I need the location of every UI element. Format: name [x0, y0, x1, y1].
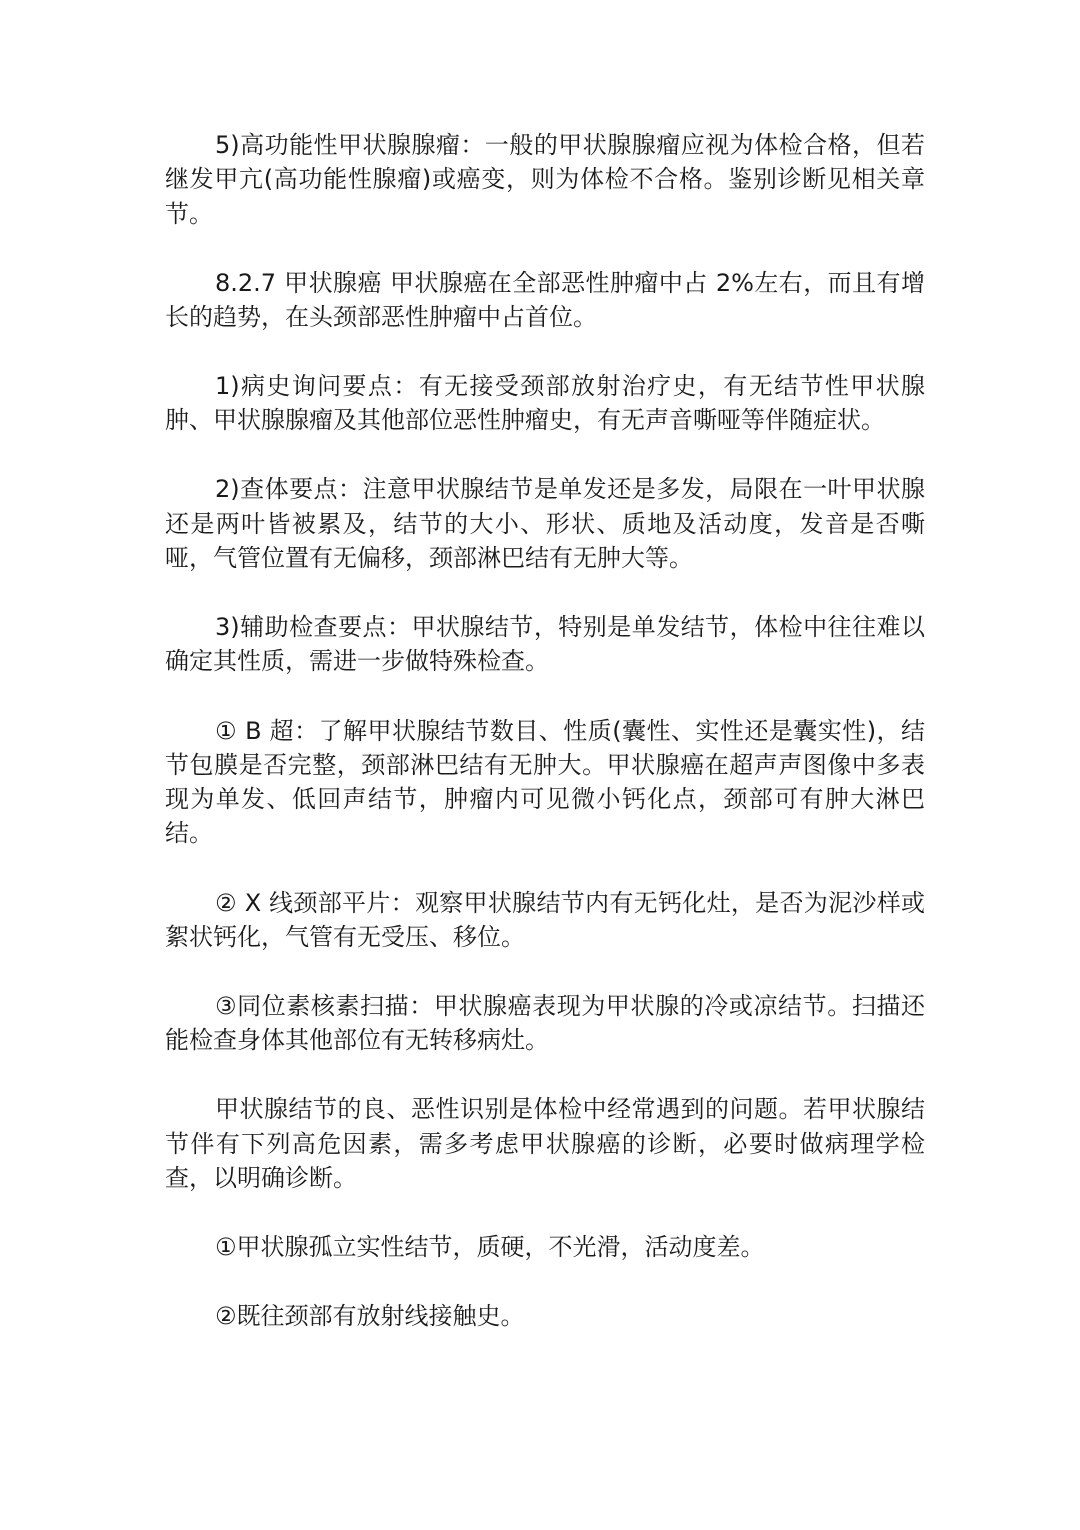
paragraph-risk-factor-1: ①甲状腺孤立实性结节，质硬，不光滑，活动度差。 [215, 1233, 765, 1261]
paragraph-isotope-scan: ③同位素核素扫描：甲状腺癌表现为甲状腺的冷或凉结节。扫描还能检查身体其他部位有无转移病灶。 [165, 991, 925, 1055]
document-page [165, 128, 925, 1333]
paragraph-exam-points: 2)查体要点：注意甲状腺结节是单发还是多发，局限在一叶甲状腺还是两叶皆被累及，结节的大小、形状、质地及活动度，发音是否嘶哑，气管位置有无偏移，颈部淋巴结有无肿大等。 [165, 475, 925, 573]
paragraph-benign-malignant-identification: 甲状腺结节的良、恶性识别是体检中经常遇到的问题。若甲状腺结节伴有下列高危因素，需多考虑甲状腺癌的诊断，必要时做病理学检查，以明确诊断。 [165, 1095, 925, 1192]
paragraph-b-ultrasound: ① B 超：了解甲状腺结节数目、性质(囊性、实性还是囊实性)，结节包膜是否完整，颈部淋巴结有无肿大。甲状腺癌在超声声图像中多表现为单发、低回声结节，肿瘤内可见微小钙化点，颈部可有肿大淋巴结。 [165, 716, 925, 848]
paragraph-x-ray: ② X 线颈部平片：观察甲状腺结节内有无钙化灶，是否为泥沙样或絮状钙化，气管有无受压、移位。 [165, 888, 925, 951]
paragraph-history-points: 1)病史询问要点：有无接受颈部放射治疗史，有无结节性甲状腺肿、甲状腺腺瘤及其他部位恶性肿瘤史，有无声音嘶哑等伴随症状。 [165, 372, 925, 435]
paragraph-thyroid-cancer-heading: 8.2.7 甲状腺癌 甲状腺癌在全部恶性肿瘤中占 2%左右，而且有增长的趋势，在头颈部恶性肿瘤中占首位。 [165, 268, 925, 331]
paragraph-auxiliary-exam-points: 3)辅助检查要点：甲状腺结节，特别是单发结节，体检中往往难以确定其性质，需进一步做特殊检查。 [165, 613, 925, 676]
paragraph-risk-factor-2: ②既往颈部有放射线接触史。 [215, 1302, 525, 1331]
paragraph-hyperfunctioning-adenoma: 5)高功能性甲状腺腺瘤：一般的甲状腺腺瘤应视为体检合格，但若继发甲亢(高功能性腺瘤)或癌变，则为体检不合格。鉴别诊断见相关章节。 [165, 131, 925, 228]
